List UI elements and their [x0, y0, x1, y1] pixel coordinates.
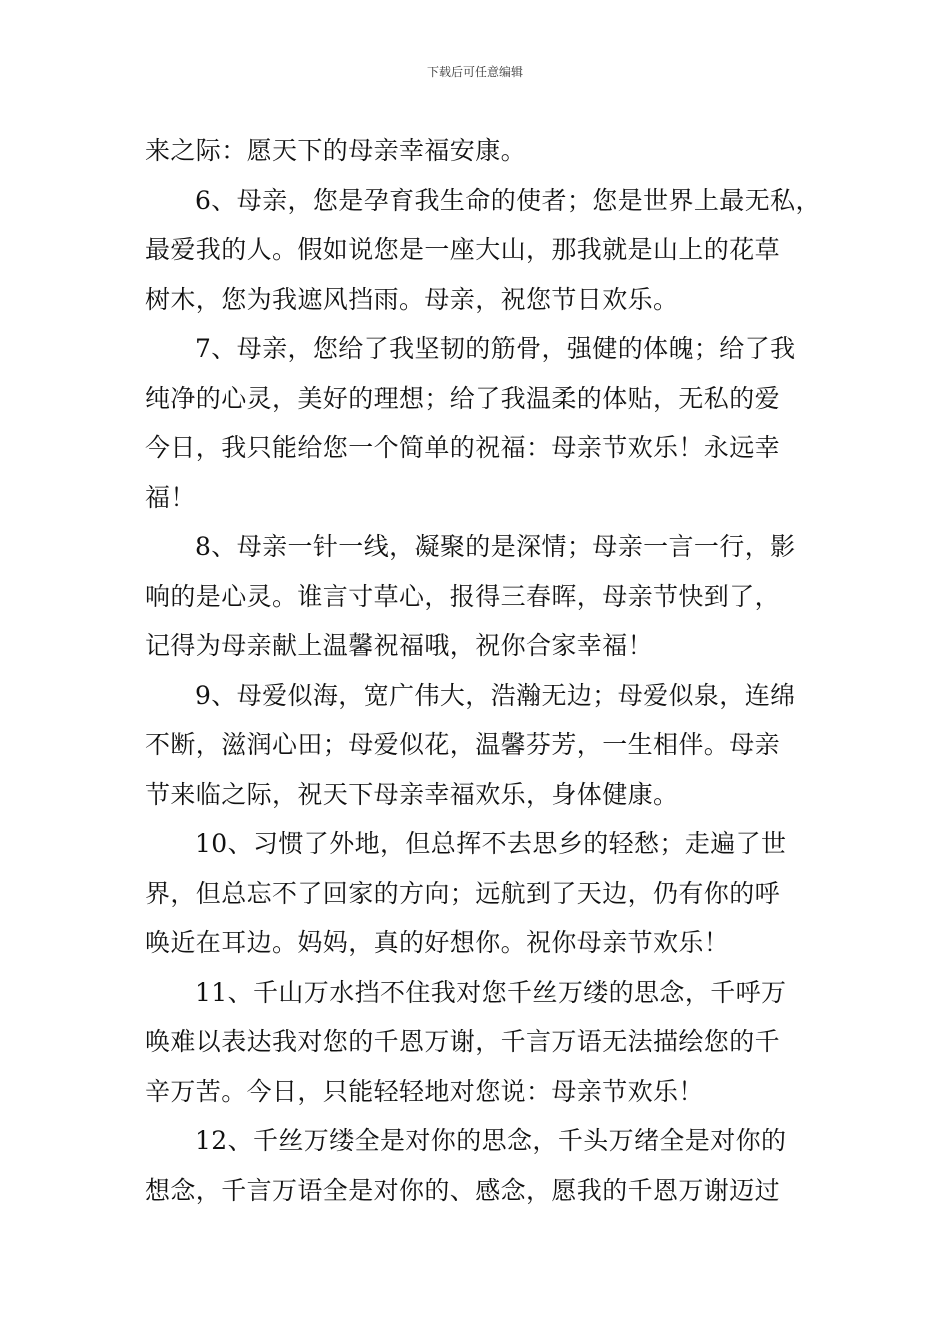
text-line: 界，但总忘不了回家的方向；远航到了天边，仍有你的呼 — [145, 878, 781, 908]
text-line: 8、母亲一针一线，凝聚的是深情；母亲一言一行，影 — [195, 532, 796, 561]
text-line: 唤近在耳边。妈妈，真的好想你。祝你母亲节欢乐！ — [145, 928, 730, 957]
text-line: 今日，我只能给您一个简单的祝福：母亲节欢乐！永远幸 — [145, 433, 781, 462]
text-line: 福！ — [145, 482, 196, 512]
text-line: 10、习惯了外地，但总挥不去思乡的轻愁；走遍了世 — [195, 829, 787, 858]
paragraph-p6 — [145, 176, 821, 325]
paragraph-p9 — [145, 671, 813, 820]
text-line: 辛万苦。今日，只能轻轻地对您说：母亲节欢乐！ — [145, 1076, 704, 1106]
paragraph-p12 — [145, 1116, 813, 1215]
document-body — [145, 126, 821, 1215]
text-line: 纯净的心灵，美好的理想；给了我温柔的体贴，无私的爱 — [145, 383, 781, 413]
page-header: 下载后可任意编辑 — [426, 65, 523, 79]
text-line: 6、母亲，您是孕育我生命的使者；您是世界上最无私， — [195, 185, 821, 215]
text-line: 12、千丝万缕全是对你的思念，千头万绪全是对你的 — [195, 1126, 787, 1155]
paragraph-p11 — [145, 968, 813, 1117]
text-line: 9、母爱似海，宽广伟大，浩瀚无边；母爱似泉，连绵 — [195, 680, 796, 710]
text-line: 响的是心灵。谁言寸草心，报得三春晖，母亲节快到了， — [145, 581, 781, 611]
text-line: 最爱我的人。假如说您是一座大山，那我就是山上的花草 — [145, 235, 781, 264]
text-line: 不断，滋润心田；母爱似花，温馨芬芳，一生相伴。母亲 — [145, 730, 781, 759]
text-line: 节来临之际，祝天下母亲幸福欢乐，身体健康。 — [145, 779, 679, 809]
text-line: 记得为母亲献上温馨祝福哦，祝你合家幸福！ — [145, 631, 654, 660]
paragraph-p10 — [145, 819, 813, 968]
text-line: 树木，您为我遮风挡雨。母亲，祝您节日欢乐。 — [145, 284, 679, 314]
paragraph-p8 — [145, 522, 813, 671]
text-line: 唤难以表达我对您的千恩万谢，千言万语无法描绘您的千 — [145, 1027, 781, 1056]
text-line: 想念，千言万语全是对你的、感念，愿我的千恩万谢迈过 — [145, 1175, 781, 1205]
paragraph-p-cont — [145, 126, 813, 176]
text-line: 来之际：愿天下的母亲幸福安康。 — [145, 136, 527, 165]
paragraph-p7 — [145, 324, 813, 522]
text-line: 11、千山万水挡不住我对您千丝万缕的思念，千呼万 — [195, 977, 787, 1007]
text-line: 7、母亲，您给了我坚韧的筋骨，强健的体魄；给了我 — [195, 334, 796, 363]
